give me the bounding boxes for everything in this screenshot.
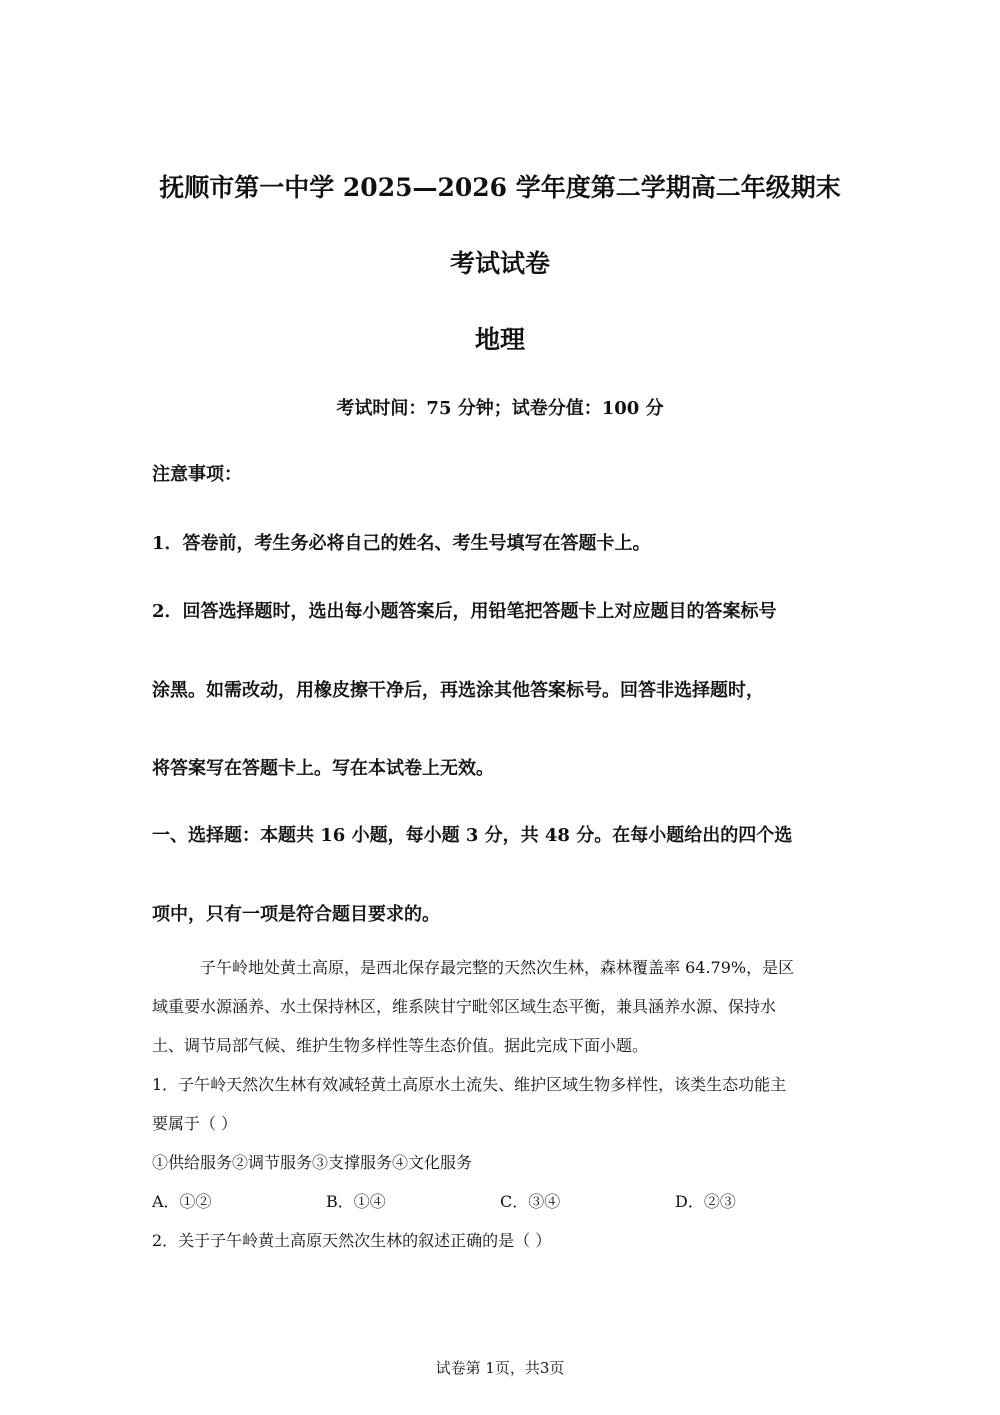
note-item-2-line-2: 涂黑。如需改动，用橡皮擦干净后，再选涂其他答案标号。回答非选择题时，: [152, 680, 764, 701]
question-1-stem-line-1: 1．子午岭天然次生林有效减轻黄土高原水土流失、维护区域生物多样性，该类生态功能主: [152, 1075, 787, 1094]
section-heading-line-1: 一、选择题：本题共 16 小题，每小题 3 分，共 48 分。在每小题给出的四个选: [152, 825, 793, 846]
note-item-2-line-1: 2．回答选择题时，选出每小题答案后，用铅笔把答题卡上对应题目的答案标号: [152, 601, 777, 622]
notes-heading: 注意事项：: [152, 464, 242, 485]
page-footer: 试卷第 1页，共3页: [435, 1359, 565, 1377]
question-1-option-d: D．②③: [675, 1192, 736, 1211]
question-1-option-a: A．①②: [152, 1192, 212, 1211]
exam-info: 考试时间：75 分钟；试卷分值：100 分: [336, 398, 664, 419]
subject-title: 地理: [474, 325, 525, 354]
question-2-stem-line-1: 2．关于子午岭黄土高原天然次生林的叙述正确的是（ ）: [152, 1231, 552, 1250]
passage-line-1: 子午岭地处黄土高原，是西北保存最完整的天然次生林，森林覆盖率 64.79%，是区: [200, 958, 795, 977]
question-1-option-b: B．①④: [326, 1192, 386, 1211]
passage-line-2: 域重要水源涵养、水土保持林区，维系陕甘宁毗邻区域生态平衡，兼具涵养水源、保持水: [152, 997, 777, 1016]
section-heading-line-2: 项中，只有一项是符合题目要求的。: [152, 904, 440, 925]
question-1-statements: ①供给服务②调节服务③支撑服务④文化服务: [152, 1153, 473, 1172]
question-1-option-c: C．③④: [500, 1192, 561, 1211]
exam-title-line-1: 抚顺市第一中学 2025—2026 学年度第二学期高二年级期末: [159, 173, 841, 202]
exam-title-line-2: 考试试卷: [449, 249, 550, 278]
question-1-stem-line-2: 要属于（ ）: [152, 1114, 238, 1133]
note-item-1: 1．答卷前，考生务必将自己的姓名、考生号填写在答题卡上。: [152, 533, 651, 554]
note-item-2-line-3: 将答案写在答题卡上。写在本试卷上无效。: [152, 758, 494, 779]
passage-line-3: 土、调节局部气候、维护生物多样性等生态价值。据此完成下面小题。: [152, 1036, 649, 1055]
